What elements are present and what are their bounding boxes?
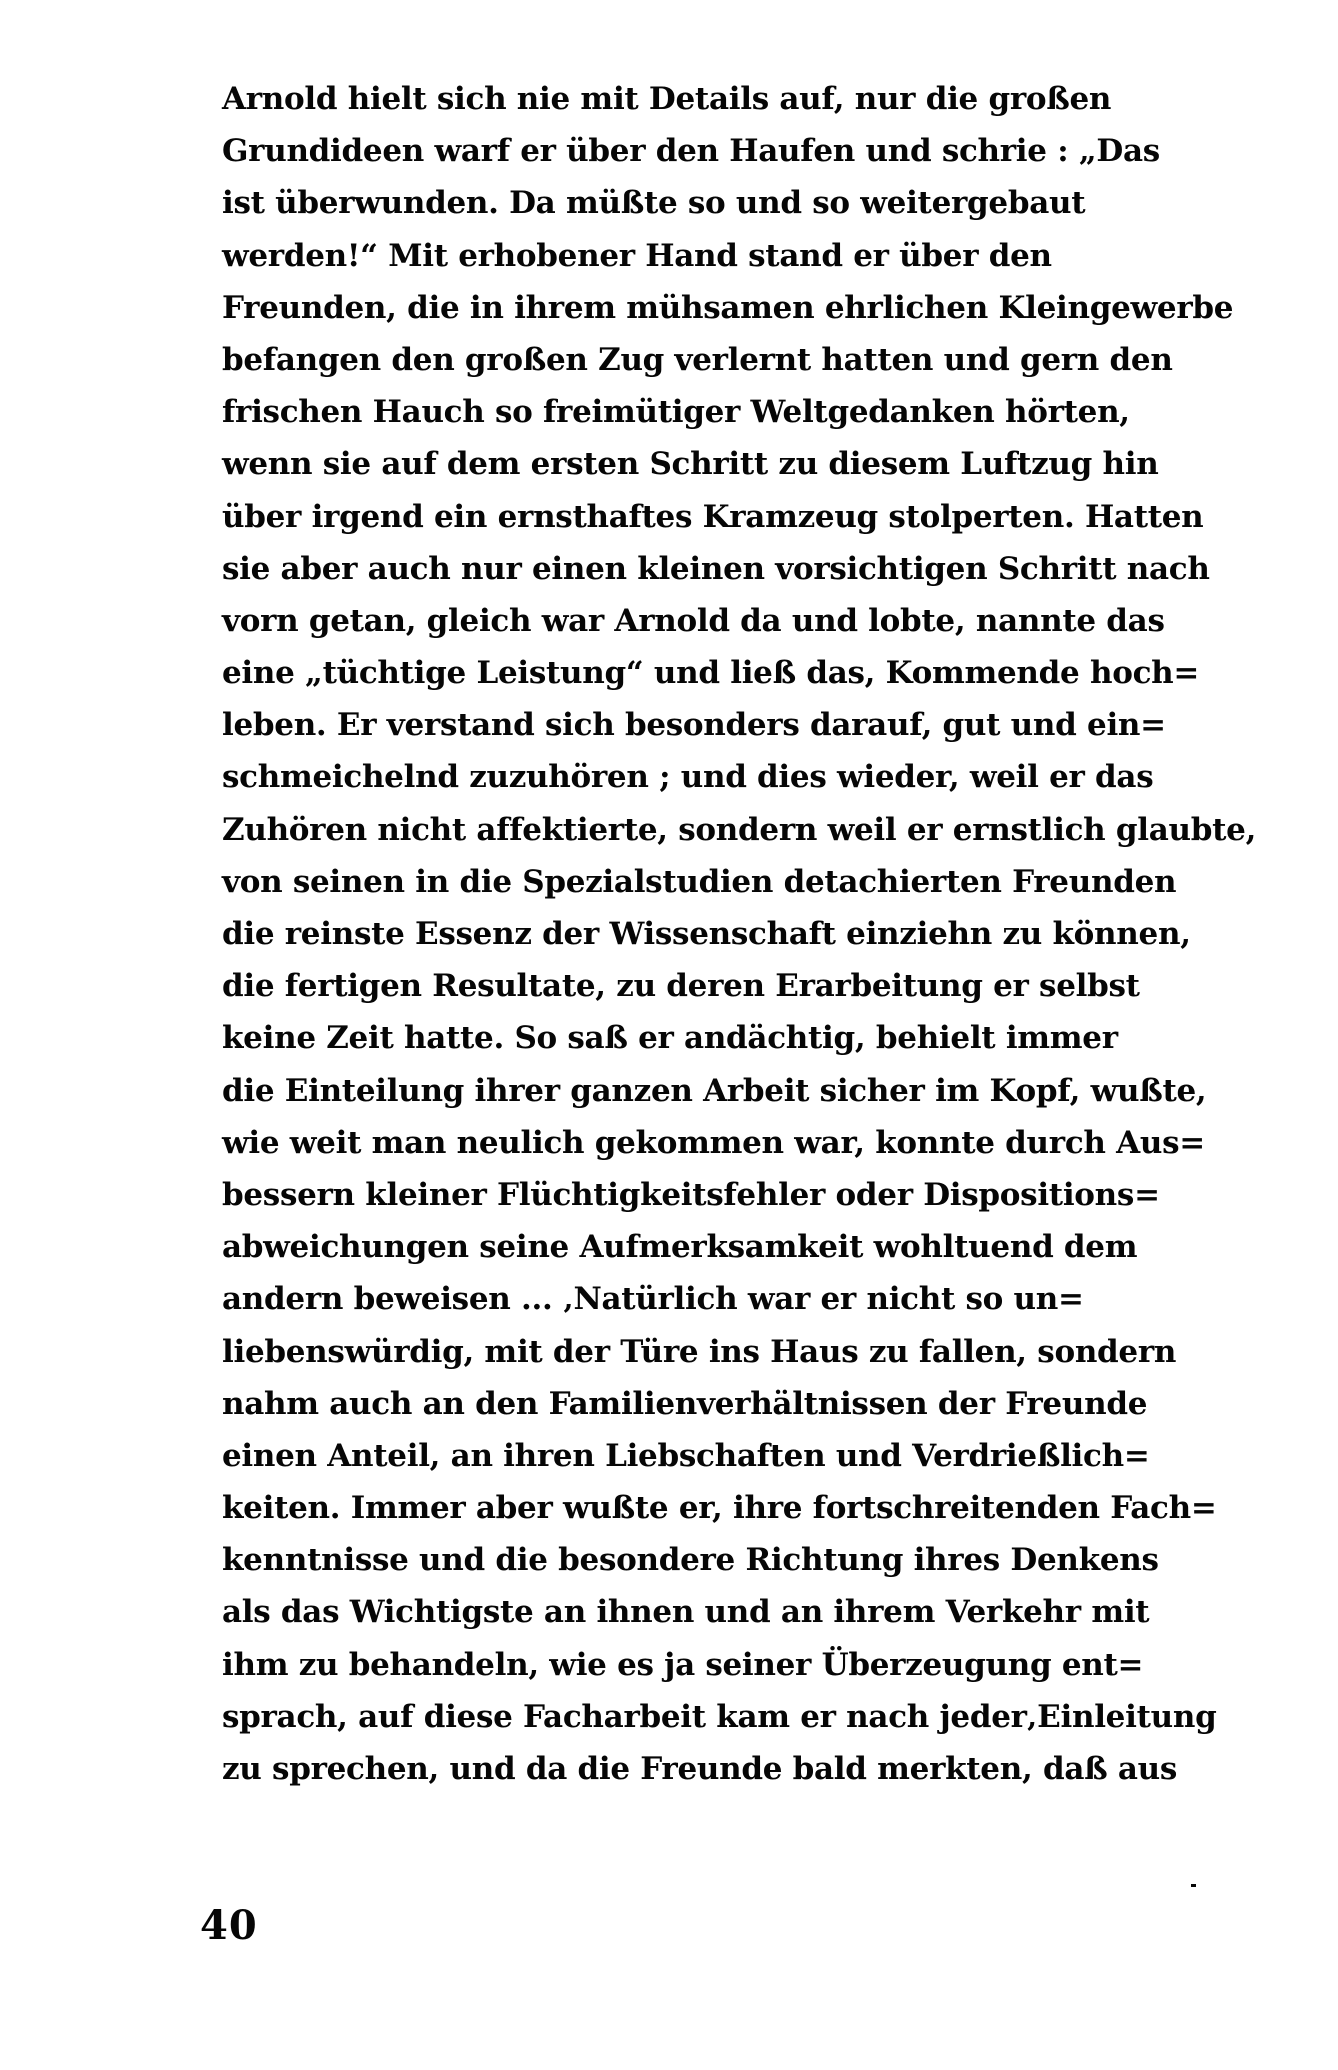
- text-line: keiten. Immer aber wußte er, ihre fortschreitenden Fach=: [222, 1490, 1217, 1527]
- text-line: kenntnisse und die besondere Richtung ihres Denkens: [222, 1542, 1159, 1579]
- text-line: schmeichelnd zuzuhören ; und dies wieder, weil er das: [222, 759, 1154, 796]
- text-line: wenn sie auf dem ersten Schritt zu diesem Luftzug hin: [222, 446, 1159, 483]
- text-line: wie weit man neulich gekommen war, konnte durch Aus=: [222, 1124, 1205, 1161]
- text-line: einen Anteil, an ihren Liebschaften und Verdrießlich=: [222, 1437, 1150, 1474]
- text-line: ihm zu behandeln, wie es ja seiner Überzeugung ent=: [222, 1646, 1144, 1683]
- text-line: von seinen in die Spezialstudien detachierten Freunden: [222, 863, 1177, 900]
- page-number: 40: [200, 1902, 258, 1949]
- text-line: frischen Hauch so freimütiger Weltgedanken hörten,: [222, 394, 1130, 431]
- text-line: Grundideen warf er über den Haufen und schrie : „Das: [222, 133, 1160, 170]
- text-line: abweichungen seine Aufmerksamkeit wohltuend dem: [222, 1229, 1138, 1266]
- text-line: sprach, auf diese Facharbeit kam er nach jeder‚Einleitung: [222, 1698, 1217, 1735]
- text-line: befangen den großen Zug verlernt hatten und gern den: [222, 341, 1173, 378]
- text-line: vorn getan, gleich war Arnold da und lobte, nannte das: [222, 602, 1165, 639]
- text-line: andern beweisen ... ‚Natürlich war er nicht so un=: [222, 1281, 1084, 1318]
- text-line: die fertigen Resultate, zu deren Erarbeitung er selbst: [222, 968, 1140, 1005]
- ink-speck: [1191, 1884, 1196, 1887]
- text-line: Zuhören nicht affektierte, sondern weil er ernstlich glaubte,: [222, 811, 1257, 848]
- text-line: die reinste Essenz der Wissenschaft einziehn zu können,: [222, 916, 1191, 952]
- text-line: bessern kleiner Flüchtigkeitsfehler oder Dispositions=: [222, 1176, 1160, 1213]
- text-line: die Einteilung ihrer ganzen Arbeit sicher im Kopf, wußte,: [222, 1072, 1207, 1109]
- text-line: ist überwunden. Da müßte so und so weitergebaut: [222, 185, 1086, 222]
- text-line: Freunden, die in ihrem mühsamen ehrlichen Kleingewerbe: [222, 289, 1234, 326]
- text-line: Arnold hielt sich nie mit Details auf, nur die großen: [222, 81, 1112, 117]
- text-line: sie aber auch nur einen kleinen vorsichtigen Schritt nach: [222, 550, 1210, 587]
- text-line: keine Zeit hatte. So saß er andächtig, behielt immer: [222, 1020, 1118, 1057]
- body-text-block: [222, 73, 1257, 1795]
- text-line: liebenswürdig, mit der Türe ins Haus zu fallen, sondern: [222, 1333, 1177, 1370]
- text-line: nahm auch an den Familienverhältnissen der Freunde: [222, 1385, 1148, 1422]
- text-line: über irgend ein ernsthaftes Kramzeug stolperten. Hatten: [222, 498, 1204, 535]
- text-line: zu sprechen, und da die Freunde bald merkten, daß aus: [222, 1751, 1178, 1787]
- text-line: leben. Er verstand sich besonders darauf, gut und ein=: [222, 707, 1166, 744]
- text-line: werden!“ Mit erhobener Hand stand er über den: [222, 237, 1052, 274]
- text-line: eine „tüchtige Leistung“ und ließ das, Kommende hoch=: [222, 655, 1200, 692]
- text-line: als das Wichtigste an ihnen und an ihrem Verkehr mit: [222, 1594, 1150, 1631]
